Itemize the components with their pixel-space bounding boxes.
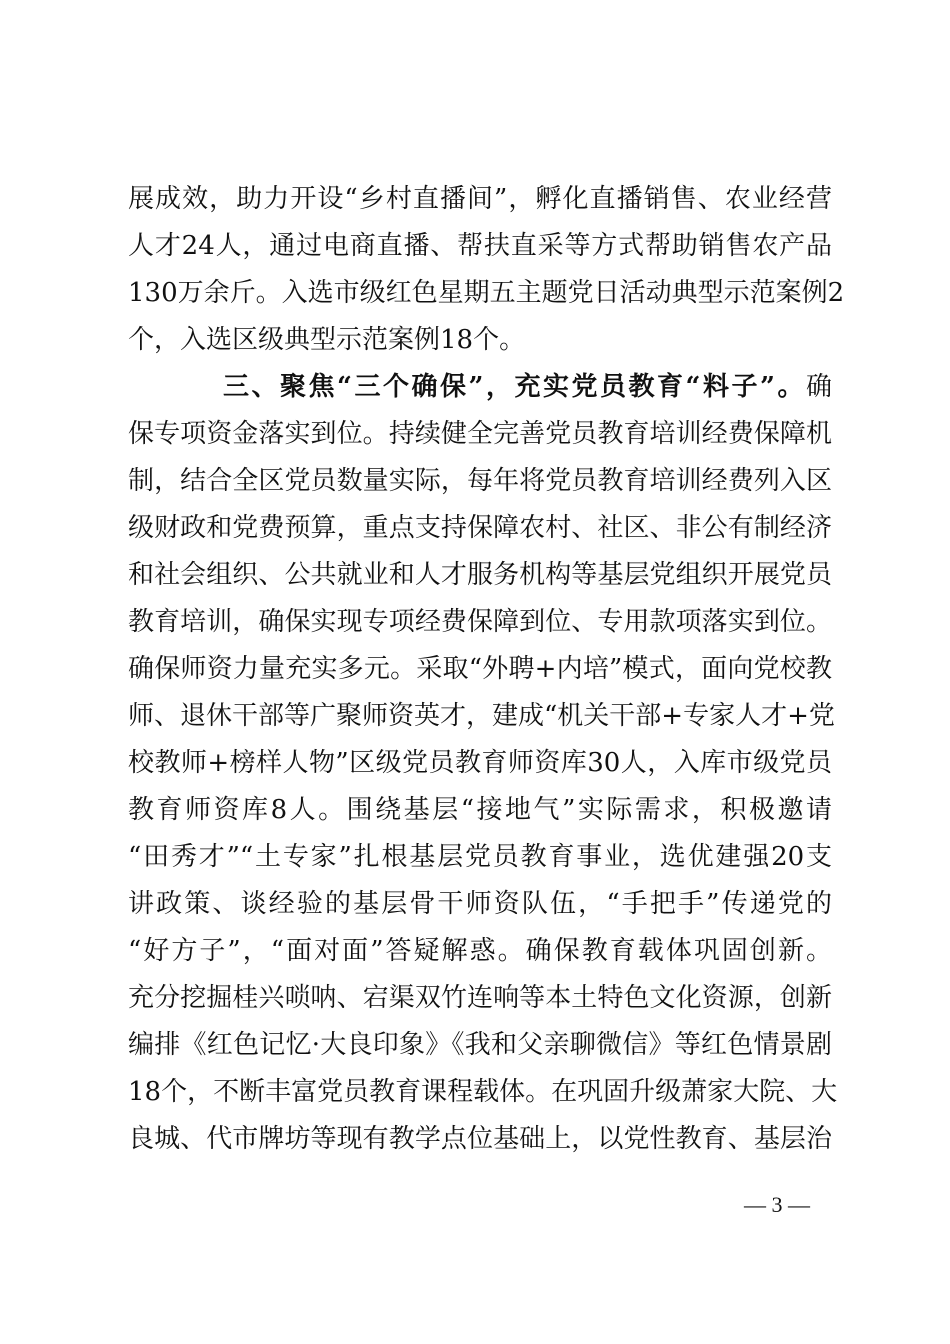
section-heading-tail: 确 <box>805 372 832 402</box>
text-line-20: 良城、代市牌坊等现有教学点位基础上，以党性教育、基层治 <box>128 1124 832 1154</box>
body-text <box>128 176 845 1163</box>
text-line-7: 级财政和党费预算，重点支持保障农村、社区、非公有制经济 <box>128 513 832 543</box>
text-line-6: 制，结合全区党员数量实际，每年将党员教育培训经费列入区 <box>128 466 832 496</box>
text-line-8: 和社会组织、公共就业和人才服务机构等基层党组织开展党员 <box>128 560 832 590</box>
text-line-18: 编排《红色记忆·大良印象》《我和父亲聊微信》等红色情景剧 <box>128 1030 832 1060</box>
text-line-12: 校教师+榜样人物”区级党员教育师资库30人，入库市级党员 <box>128 748 832 778</box>
text-line-19: 18个，不断丰富党员教育课程载体。在巩固升级萧家大院、大 <box>128 1077 838 1107</box>
text-line-3: 130万余斤。入选市级红色星期五主题党日活动典型示范案例2 <box>128 278 845 308</box>
section-heading: 三、聚焦“三个确保”，充实党员教育“料子”。 <box>223 372 806 402</box>
text-line-2: 人才24人，通过电商直播、帮扶直采等方式帮助销售农产品 <box>128 231 832 261</box>
text-line-15: 讲政策、谈经验的基层骨干师资队伍，“手把手”传递党的 <box>128 889 832 919</box>
text-line-16: “好方子”，“面对面”答疑解惑。确保教育载体巩固创新。 <box>128 936 832 966</box>
text-line-4: 个，入选区级典型示范案例18个。 <box>128 325 526 355</box>
text-line-11: 师、退休干部等广聚师资英才，建成“机关干部+专家人才+党 <box>128 701 835 731</box>
text-line-10: 确保师资力量充实多元。采取“外聘+内培”模式，面向党校教 <box>128 654 832 684</box>
text-line-13: 教育师资库8人。围绕基层“接地气”实际需求，积极邀请 <box>128 795 832 825</box>
text-line-17: 充分挖掘桂兴唢呐、宕渠双竹连响等本土特色文化资源，创新 <box>128 983 832 1013</box>
text-line-9: 教育培训，确保实现专项经费保障到位、专用款项落实到位。 <box>128 607 832 637</box>
section-heading-line <box>128 364 832 411</box>
page-number: — 3 — <box>744 1192 810 1217</box>
text-line-1: 展成效，助力开设“乡村直播间”，孵化直播销售、农业经营 <box>128 184 832 214</box>
text-line-14: “田秀才”“土专家”扎根基层党员教育事业，选优建强20支 <box>128 842 832 872</box>
text-line-5: 保专项资金落实到位。持续健全完善党员教育培训经费保障机 <box>128 419 832 449</box>
